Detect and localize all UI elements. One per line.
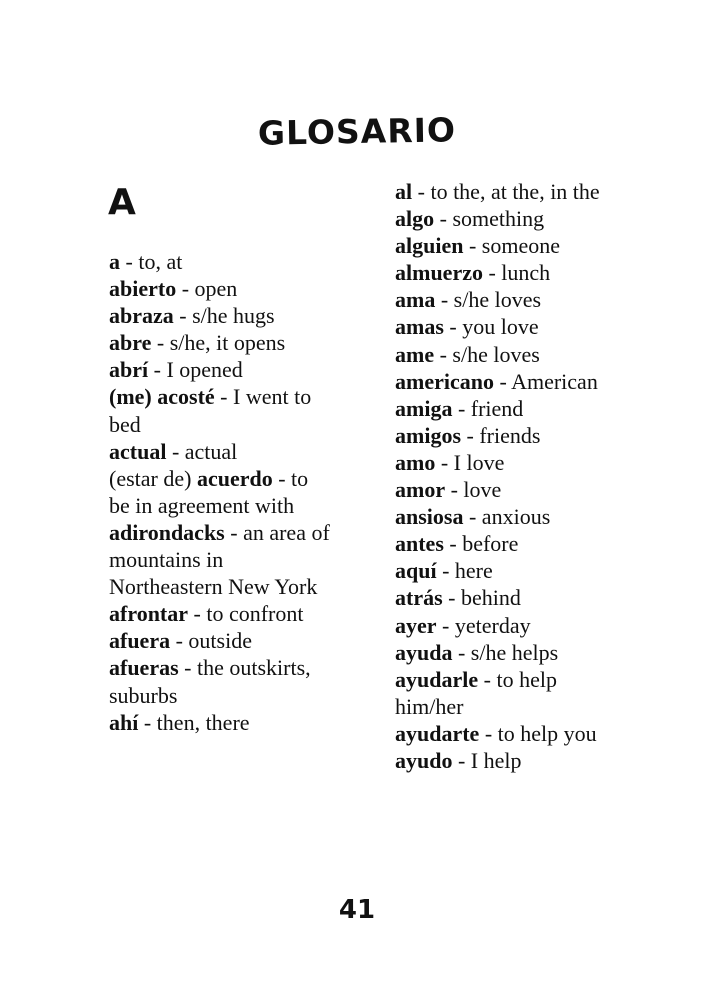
glossary-entry xyxy=(395,395,615,422)
entry-definition: - the outskirts, suburbs xyxy=(109,655,311,708)
glossary-entry xyxy=(109,329,334,356)
glossary-entry xyxy=(395,178,615,205)
glossary-entry xyxy=(395,530,615,557)
entry-definition: - friend xyxy=(452,395,524,421)
entry-definition: - s/he helps xyxy=(452,639,559,665)
entry-definition: - I opened xyxy=(148,357,243,383)
entry-definition: - American xyxy=(493,368,598,394)
entry-definition: - to help him/her xyxy=(395,666,557,719)
entry-definition: - open xyxy=(176,276,238,302)
glossary-column-left xyxy=(109,248,334,736)
glossary-entry xyxy=(109,519,334,600)
page-title: GLOSARIO xyxy=(257,110,457,153)
glossary-entry xyxy=(109,654,334,708)
glossary-entry xyxy=(109,600,334,627)
entry-term: afrontar xyxy=(109,601,189,627)
entry-term: ame xyxy=(395,341,435,367)
glossary-entry xyxy=(109,465,334,519)
entry-term: al xyxy=(395,179,413,204)
entry-definition: - I help xyxy=(452,747,522,773)
glossary-entry xyxy=(395,503,615,530)
entry-term: abrí xyxy=(109,357,149,383)
glossary-entry xyxy=(395,232,615,259)
entry-term: amigos xyxy=(395,422,461,448)
glossary-entry xyxy=(395,584,615,611)
glossary-entry xyxy=(395,422,615,449)
entry-term: actual xyxy=(109,438,167,464)
entry-term: atrás xyxy=(395,585,443,611)
entry-definition: - to help you xyxy=(479,720,597,746)
entry-definition: - someone xyxy=(463,233,560,259)
entry-definition: - to, at xyxy=(120,249,183,274)
glossary-entry xyxy=(395,368,615,395)
glossary-entry xyxy=(395,720,615,747)
entry-term: abraza xyxy=(109,303,174,329)
entry-definition: - to confront xyxy=(188,601,304,627)
entry-term: ayudarte xyxy=(395,720,480,746)
entry-term: acuerdo xyxy=(196,465,273,491)
glossary-entry xyxy=(395,259,615,286)
entry-term: amiga xyxy=(395,395,453,421)
entry-term: ansiosa xyxy=(395,504,464,530)
entry-definition: - outside xyxy=(170,628,252,654)
entry-definition: - s/he loves xyxy=(434,341,540,367)
glossary-entry xyxy=(395,476,615,503)
entry-definition: - friends xyxy=(461,422,541,448)
entry-definition: - something xyxy=(434,206,545,232)
glossary-entry xyxy=(395,639,615,666)
entry-term: afueras xyxy=(109,655,179,681)
glossary-entry xyxy=(109,248,334,275)
entry-definition: - anxious xyxy=(463,504,551,530)
glossary-entry xyxy=(395,286,615,313)
glossary-entry xyxy=(395,449,615,476)
page-number: 41 xyxy=(338,895,376,925)
glossary-column-right xyxy=(395,178,615,774)
entry-definition: - here xyxy=(436,558,493,584)
entry-term: afuera xyxy=(109,628,171,654)
glossary-entry xyxy=(395,341,615,368)
glossary-entry xyxy=(395,557,615,584)
entry-prefix: (estar de) xyxy=(109,465,197,491)
entry-definition: - an area of mountains in Northeastern New York xyxy=(109,519,330,600)
glossary-entry xyxy=(109,627,334,654)
glossary-entry xyxy=(109,302,334,329)
entry-term: ama xyxy=(395,287,436,313)
entry-term: ayudo xyxy=(395,747,453,773)
entry-term: (me) acosté xyxy=(109,384,215,410)
entry-definition: - before xyxy=(443,531,519,557)
section-letter: A xyxy=(108,182,136,223)
entry-definition: - s/he, it opens xyxy=(151,330,286,356)
entry-term: ayer xyxy=(395,612,437,638)
glossary-entry xyxy=(109,438,334,465)
entry-definition: - I went to bed xyxy=(109,384,312,437)
entry-term: abierto xyxy=(109,276,177,302)
glossary-entry xyxy=(109,383,334,437)
entry-term: aquí xyxy=(395,558,437,584)
glossary-entry xyxy=(109,356,334,383)
glossary-entry xyxy=(395,612,615,639)
entry-definition: - yeterday xyxy=(436,612,531,638)
entry-definition: - s/he hugs xyxy=(173,303,275,329)
entry-definition: - I love xyxy=(435,449,505,475)
glossary-entry xyxy=(395,205,615,232)
entry-definition: - actual xyxy=(166,438,238,464)
entry-term: abre xyxy=(109,330,152,356)
entry-definition: - to be in agreement with xyxy=(109,465,309,518)
entry-term: adirondacks xyxy=(109,519,225,545)
entry-term: alguien xyxy=(395,233,464,259)
entry-definition: - love xyxy=(445,477,502,503)
entry-term: amor xyxy=(395,477,446,503)
entry-term: almuerzo xyxy=(395,260,483,286)
entry-term: a xyxy=(109,249,120,274)
entry-term: amas xyxy=(395,314,444,340)
glossary-entry xyxy=(395,747,615,774)
glossary-entry xyxy=(395,666,615,720)
entry-term: americano xyxy=(395,368,494,394)
entry-definition: - s/he loves xyxy=(435,287,542,313)
entry-definition: - lunch xyxy=(482,260,551,286)
entry-definition: - then, there xyxy=(138,709,250,735)
entry-term: ahí xyxy=(109,709,139,735)
glossary-entry xyxy=(395,313,615,340)
entry-term: algo xyxy=(395,206,435,232)
glossary-entry xyxy=(109,709,334,736)
entry-term: ayudarle xyxy=(395,666,479,692)
entry-definition: - you love xyxy=(443,314,539,340)
entry-term: ayuda xyxy=(395,639,453,665)
entry-definition: - to the, at the, in the xyxy=(412,179,600,204)
entry-term: antes xyxy=(395,531,444,557)
entry-term: amo xyxy=(395,449,436,475)
glossary-entry xyxy=(109,275,334,302)
entry-definition: - behind xyxy=(442,585,521,611)
